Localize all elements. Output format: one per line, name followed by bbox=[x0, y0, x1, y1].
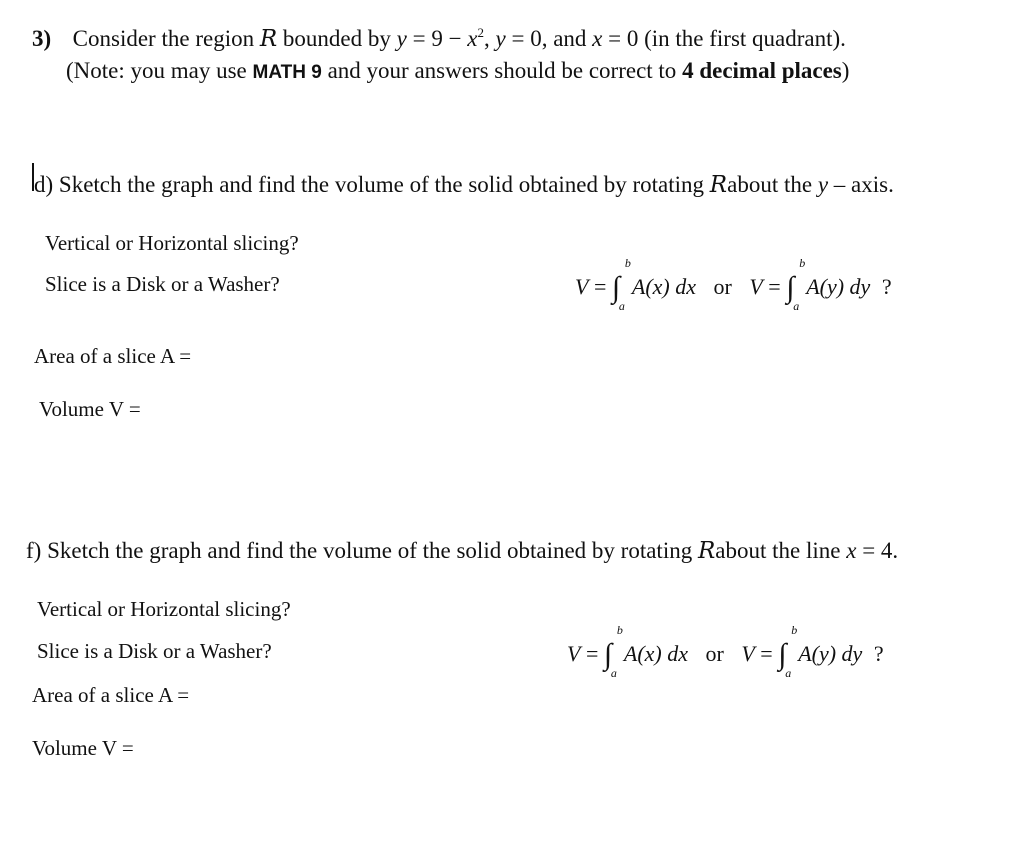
part-d-area-label: Area of a slice A = bbox=[34, 344, 192, 368]
statement-text: , bbox=[484, 26, 496, 51]
formula-v: V bbox=[575, 274, 589, 299]
part-f-slicing-question: Vertical or Horizontal slicing? bbox=[37, 597, 291, 621]
integral-symbol: ∫ bbox=[611, 271, 621, 304]
region-symbol: R bbox=[697, 538, 716, 564]
problem-note bbox=[66, 58, 849, 84]
note-text: ) bbox=[841, 58, 850, 83]
integral-sign bbox=[786, 256, 806, 313]
heading-text: about the line bbox=[715, 538, 847, 563]
integrand-x: A(x) dx bbox=[631, 274, 696, 299]
part-f-slice-type-question: Slice is a Disk or a Washer? bbox=[37, 639, 272, 663]
integrand-y: A(y) dy bbox=[806, 274, 871, 299]
part-f-area-label: Area of a slice A = bbox=[32, 683, 190, 707]
heading-text: f) Sketch the graph and find the volume of the solid obtained by rotating bbox=[26, 538, 698, 563]
integral-sign bbox=[778, 623, 798, 680]
formula-question-mark: ? bbox=[873, 641, 884, 666]
formula-v: V bbox=[741, 641, 755, 666]
heading-text: about the bbox=[727, 172, 818, 197]
note-text: and your answers should be correct to bbox=[321, 58, 683, 83]
statement-text: bounded by bbox=[277, 26, 397, 51]
part-d-slicing-question: Vertical or Horizontal slicing? bbox=[45, 231, 299, 255]
var-y: y bbox=[396, 26, 407, 51]
statement-text: Consider the region bbox=[72, 26, 260, 51]
var-y: y bbox=[817, 172, 829, 197]
problem-statement bbox=[32, 26, 846, 52]
var-x: x bbox=[592, 26, 603, 51]
formula-question-mark: ? bbox=[881, 274, 892, 299]
part-d-heading bbox=[34, 172, 894, 198]
statement-text: = 0 (in the first quadrant). bbox=[602, 26, 846, 51]
part-f-volume-formula bbox=[567, 623, 884, 680]
formula-eq: = bbox=[762, 274, 787, 299]
part-f-volume-label: Volume V = bbox=[32, 736, 134, 760]
formula-v: V bbox=[749, 274, 763, 299]
integral-symbol: ∫ bbox=[603, 638, 613, 671]
var-y: y bbox=[495, 26, 506, 51]
decimal-places-label: 4 decimal places bbox=[682, 58, 842, 83]
var-x: x bbox=[467, 26, 478, 51]
integrand-x: A(x) dx bbox=[623, 641, 688, 666]
part-d-slice-type-question: Slice is a Disk or a Washer? bbox=[45, 272, 280, 296]
upper-limit: b bbox=[624, 256, 631, 270]
part-d-volume-label: Volume V = bbox=[39, 397, 141, 421]
integral-symbol: ∫ bbox=[786, 271, 795, 304]
integral-sign bbox=[603, 623, 624, 680]
lower-limit: a bbox=[793, 299, 800, 313]
upper-limit: b bbox=[616, 623, 623, 637]
lower-limit: a bbox=[785, 666, 792, 680]
formula-eq: = bbox=[754, 641, 779, 666]
part-f-heading bbox=[26, 538, 898, 564]
integrand-y: A(y) dy bbox=[798, 641, 863, 666]
region-symbol: R bbox=[259, 26, 278, 52]
heading-text: d) Sketch the graph and find the volume of the solid obtained by rotating bbox=[34, 172, 710, 197]
upper-limit: b bbox=[791, 623, 798, 637]
integral-sign bbox=[611, 256, 632, 313]
exponent: 2 bbox=[477, 25, 485, 40]
formula-eq: = bbox=[580, 641, 604, 666]
integral-symbol: ∫ bbox=[778, 638, 787, 671]
part-d-volume-formula bbox=[575, 256, 892, 313]
formula-eq: = bbox=[588, 274, 612, 299]
heading-text: = 4. bbox=[856, 538, 899, 563]
lower-limit: a bbox=[618, 299, 625, 313]
region-symbol: R bbox=[709, 172, 728, 198]
lower-limit: a bbox=[610, 666, 617, 680]
var-x: x bbox=[846, 538, 857, 563]
formula-v: V bbox=[567, 641, 581, 666]
statement-text: = 0, and bbox=[505, 26, 593, 51]
statement-text: = 9 − bbox=[406, 26, 468, 51]
math9-label: MATH 9 bbox=[252, 62, 322, 83]
note-text: (Note: you may use bbox=[66, 58, 253, 83]
upper-limit: b bbox=[799, 256, 806, 270]
formula-or: or bbox=[713, 274, 732, 299]
formula-or: or bbox=[705, 641, 724, 666]
heading-text: – axis. bbox=[828, 172, 894, 197]
problem-number: 3) bbox=[32, 26, 52, 51]
